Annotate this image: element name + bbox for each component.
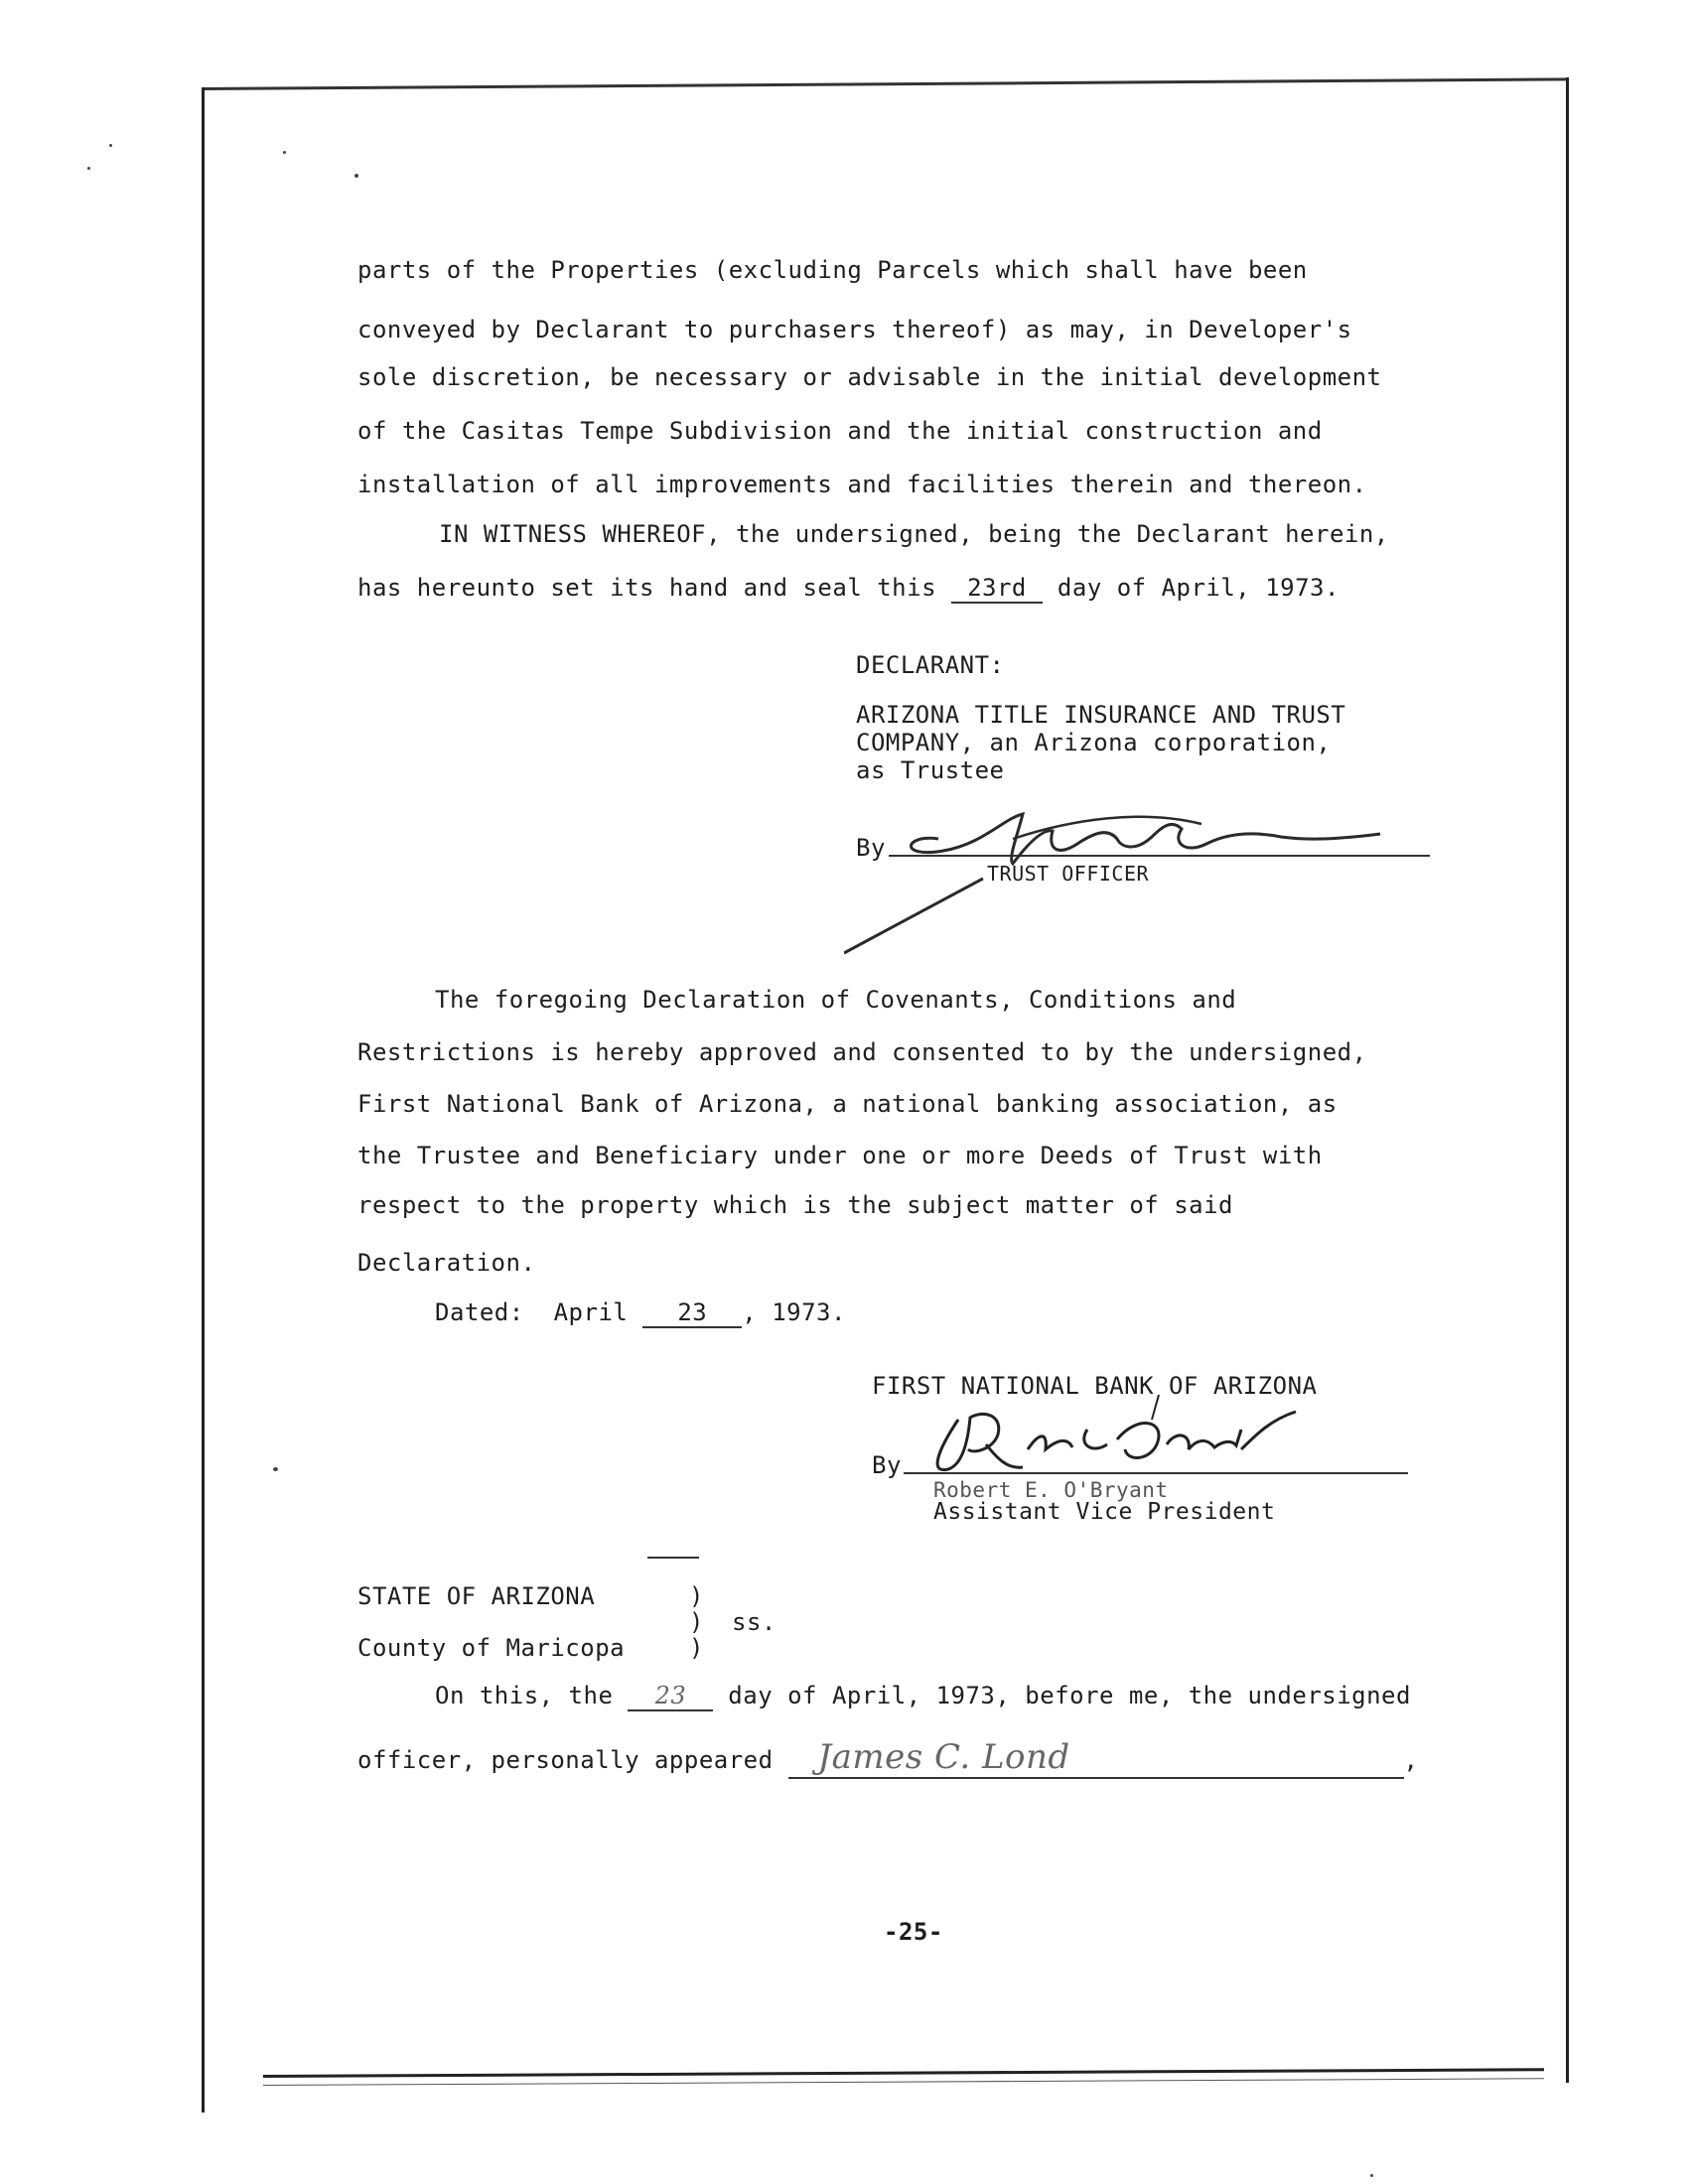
speck <box>109 144 112 147</box>
paragraph-2-line-5: respect to the property which is the subject matter of said <box>357 1191 1234 1219</box>
copy-border-bottom <box>263 2068 1544 2078</box>
bank-signer-title: Assistant Vice President <box>933 1499 1276 1525</box>
witness-line-2 <box>357 574 1340 604</box>
acknowledgment-day-fill: 23 <box>628 1682 713 1711</box>
venue-county: County of Maricopa <box>357 1634 626 1662</box>
acknowledgment-comma: , <box>1403 1746 1419 1774</box>
paragraph-2-line-1: The foregoing Declaration of Covenants, Conditions and <box>435 986 1237 1014</box>
declarant-name-line-3: as Trustee <box>856 756 1005 784</box>
venue-dash <box>647 1557 699 1559</box>
bank-by-label: By <box>872 1451 902 1479</box>
acknowledgment-line-2-before: officer, personally appeared <box>357 1746 788 1774</box>
dated-day-fill: 23 <box>642 1298 742 1328</box>
declarant-name-line-1: ARIZONA TITLE INSURANCE AND TRUST <box>856 701 1346 729</box>
venue-ss: ss. <box>732 1608 776 1636</box>
paragraph-2-line-3: First National Bank of Arizona, a national banking association, as <box>357 1090 1338 1118</box>
venue-bracket-2: ) <box>689 1608 704 1636</box>
acknowledgment-line-2 <box>357 1737 1418 1779</box>
page-number: -25- <box>884 1918 943 1946</box>
declarant-name-line-2: COMPANY, an Arizona corporation, <box>856 729 1332 756</box>
acknowledgment-line-1 <box>435 1682 1411 1711</box>
paragraph-2-line-6: Declaration. <box>357 1249 536 1277</box>
paragraph-1-line-3: sole discretion, be necessary or advisable in the initial development <box>357 363 1382 391</box>
bank-signer-name: Robert E. O'Bryant <box>933 1478 1169 1502</box>
speck <box>87 167 90 170</box>
declarant-signer-title: TRUST OFFICER <box>987 862 1150 886</box>
copy-border-left <box>202 87 205 2113</box>
paragraph-1-line-1: parts of the Properties (excluding Parcels which shall have been <box>357 256 1308 284</box>
paragraph-1-line-4: of the Casitas Tempe Subdivision and the initial construction and <box>357 417 1323 445</box>
venue-bracket-3: ) <box>689 1634 704 1662</box>
paragraph-1-line-5: installation of all improvements and facilities therein and thereon. <box>357 471 1367 498</box>
witness-day-fill: 23rd <box>951 574 1043 604</box>
paragraph-1-line-2: conveyed by Declarant to purchasers thereof) as may, in Developer's <box>357 316 1352 343</box>
venue-bracket-1: ) <box>689 1582 704 1610</box>
speck <box>354 174 358 178</box>
copy-border-bottom-inner <box>263 2078 1544 2086</box>
speck <box>1370 2174 1373 2177</box>
witness-line-2-before: has hereunto set its hand and seal this <box>357 574 951 602</box>
bank-heading: FIRST NATIONAL BANK OF ARIZONA <box>872 1372 1318 1400</box>
speck <box>273 1467 278 1471</box>
acknowledgment-line-1-after: day of April, 1973, before me, the undersigned <box>713 1682 1411 1709</box>
declarant-by-label: By <box>856 834 886 862</box>
paragraph-2-line-4: the Trustee and Beneficiary under one or more Deeds of Trust with <box>357 1142 1323 1169</box>
witness-line-2-after: day of April, 1973. <box>1042 574 1340 602</box>
copy-border-right <box>1566 77 1569 2083</box>
dated-before: Dated: April <box>435 1298 643 1326</box>
paragraph-2-line-2: Restrictions is hereby approved and consented to by the undersigned, <box>357 1038 1367 1066</box>
venue-state: STATE OF ARIZONA <box>357 1582 596 1610</box>
bank-officer-signature <box>928 1390 1345 1502</box>
speck <box>283 151 286 154</box>
declarant-heading: DECLARANT: <box>856 651 1005 679</box>
appeared-name-fill: James C. Lond <box>788 1737 1404 1779</box>
dated-line <box>435 1298 846 1328</box>
acknowledgment-line-1-before: On this, the <box>435 1682 629 1709</box>
witness-line-1: IN WITNESS WHEREOF, the undersigned, being the Declarant herein, <box>439 520 1389 548</box>
trust-officer-signature <box>844 789 1400 958</box>
copy-border-top <box>202 77 1568 90</box>
dated-after: , 1973. <box>742 1298 846 1326</box>
